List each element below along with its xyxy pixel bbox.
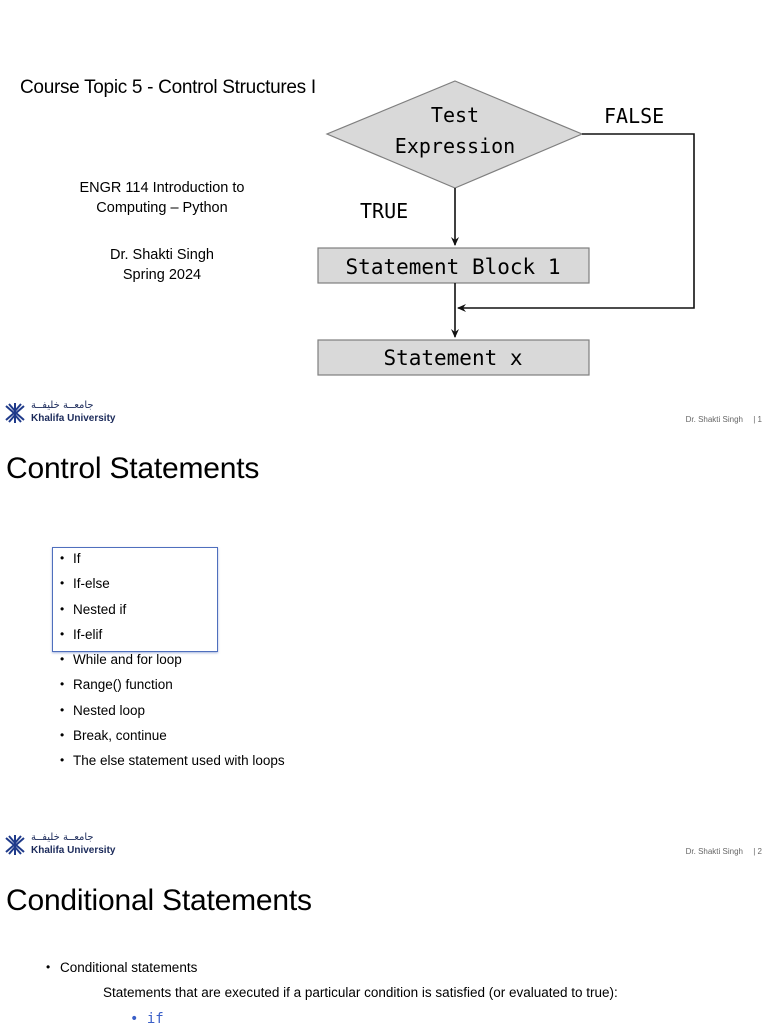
page-number: 1 xyxy=(757,415,762,424)
footer-author: Dr. Shakti Singh xyxy=(685,847,743,856)
statement-block-1-label: Statement Block 1 xyxy=(345,255,561,279)
khalifa-university-logo-icon xyxy=(4,402,26,424)
conditional-description: Statements that are executed if a particular condition is satisfied (or evaluated to true): xyxy=(103,985,618,1000)
statement-x-label: Statement x xyxy=(383,346,523,370)
list-item: • Nested if xyxy=(60,599,285,624)
footer-author: Dr. Shakti Singh xyxy=(685,415,743,424)
course-name xyxy=(52,178,272,218)
slide-2 xyxy=(0,432,768,864)
course-line-2: Computing – Python xyxy=(96,200,228,216)
slide-title: Control Statements xyxy=(6,452,260,485)
page-reference xyxy=(686,847,762,856)
slide-footer xyxy=(0,830,768,862)
list-item: • Range() function xyxy=(60,674,285,699)
page-reference xyxy=(686,415,762,424)
list-item: • If-else xyxy=(60,573,285,598)
author-info xyxy=(52,245,272,285)
decision-label-1: Test xyxy=(430,103,480,127)
khalifa-university-logo-icon xyxy=(4,834,26,856)
false-label: FALSE xyxy=(604,104,665,128)
logo-english-text: Khalifa University xyxy=(31,413,116,424)
list-item-text: Conditional statements xyxy=(60,960,198,975)
logo-english-text: Khalifa University xyxy=(31,845,116,856)
true-label: TRUE xyxy=(360,199,409,223)
list-item: • Break, continue xyxy=(60,725,285,750)
author-name: Dr. Shakti Singh xyxy=(110,247,214,263)
course-title: Course Topic 5 - Control Structures I xyxy=(20,77,316,98)
slide-1 xyxy=(0,0,768,432)
control-statements-list xyxy=(60,548,285,776)
list-item: • While and for loop xyxy=(60,649,285,674)
code-keyword-if: • if xyxy=(130,1011,164,1024)
list-item: • Nested loop xyxy=(60,700,285,725)
slide-footer xyxy=(0,398,768,430)
list-item: • The else statement used with loops xyxy=(60,750,285,775)
list-item: • If-elif xyxy=(60,624,285,649)
course-line-1: ENGR 114 Introduction to xyxy=(79,180,245,196)
slide-title: Conditional Statements xyxy=(6,884,312,917)
logo-arabic-text: جامعــة خليفــة xyxy=(31,832,94,843)
term: Spring 2024 xyxy=(122,267,202,283)
list-item xyxy=(46,960,197,975)
if-flowchart xyxy=(310,75,710,385)
page-number: 2 xyxy=(757,847,762,856)
footer-separator: | xyxy=(753,415,756,424)
decision-label-2: Expression xyxy=(394,134,516,158)
logo-arabic-text: جامعــة خليفــة xyxy=(31,400,94,411)
slide-3 xyxy=(0,864,768,1024)
footer-separator: | xyxy=(753,847,756,856)
list-item: • If xyxy=(60,548,285,573)
